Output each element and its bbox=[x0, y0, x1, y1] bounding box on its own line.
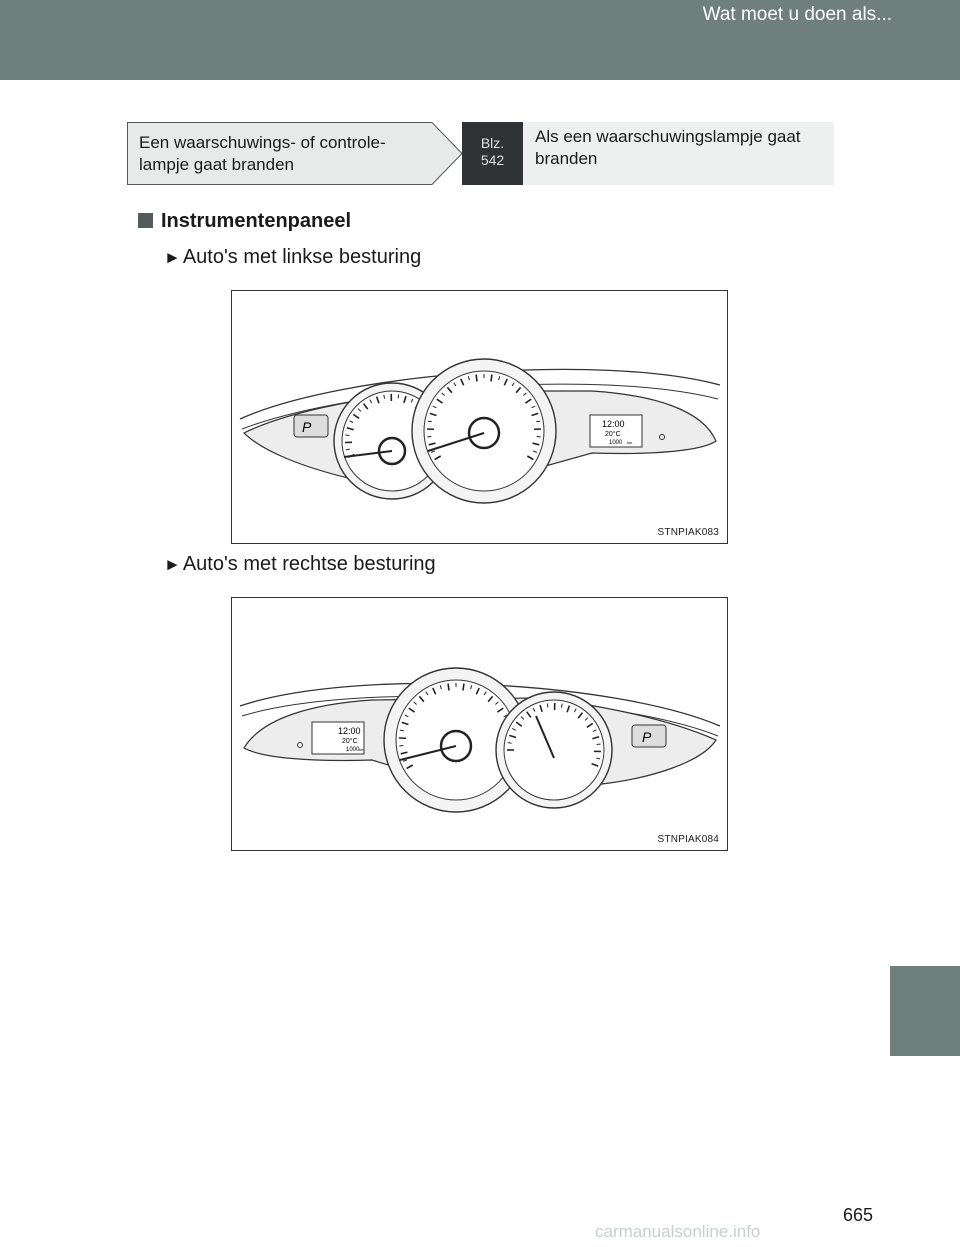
gauge-tick bbox=[536, 421, 540, 422]
clock-readout-lhd: 12:00 bbox=[602, 419, 625, 429]
nav-right-cell bbox=[523, 122, 834, 185]
gauge-tick bbox=[384, 395, 385, 399]
page-reference[interactable] bbox=[462, 122, 523, 185]
gauge-tick bbox=[508, 743, 512, 744]
gauge-tick bbox=[428, 421, 432, 422]
page-reference-label: Blz. bbox=[480, 135, 505, 151]
subheading-lhd-text: Auto's met linkse besturing bbox=[182, 246, 422, 268]
odometer-readout-rhd: 1000 bbox=[346, 747, 360, 753]
figure-code: STNPIAK084 bbox=[657, 834, 719, 845]
odometer-readout-lhd: 1000 bbox=[609, 440, 623, 446]
nav-left-text: Een waarschuwings- of controle-lampje gaat branden bbox=[139, 133, 386, 174]
gauge-tick bbox=[463, 684, 464, 691]
subheading-rhd bbox=[164, 553, 436, 576]
triangle-bullet-icon: ► bbox=[164, 555, 181, 574]
gauge-tick bbox=[345, 435, 349, 436]
chapter-side-tab bbox=[890, 966, 960, 1056]
figure-code: STNPIAK083 bbox=[657, 527, 719, 538]
triangle-bullet-icon: ► bbox=[164, 248, 181, 267]
gauge-tick bbox=[476, 375, 477, 382]
watermark-text: carmanualsonline.info bbox=[595, 1222, 761, 1241]
page-number: 665 bbox=[843, 1205, 874, 1225]
page-reference-number: 542 bbox=[480, 152, 505, 168]
park-indicator-rhd: P bbox=[642, 729, 652, 745]
clock-readout-rhd: 12:00 bbox=[338, 726, 361, 736]
figure-rhd-instrument-panel bbox=[231, 597, 728, 851]
subheading-lhd bbox=[164, 246, 421, 269]
odometer-unit-rhd: km bbox=[359, 747, 365, 752]
section-heading-text: Instrumentenpaneel bbox=[161, 210, 352, 232]
gauge-tick bbox=[448, 684, 449, 691]
figure-lhd-instrument-panel bbox=[231, 290, 728, 544]
gauge-tick bbox=[547, 703, 548, 707]
gauge-tick bbox=[400, 730, 404, 731]
gauge-tick bbox=[491, 375, 492, 382]
subheading-rhd-text: Auto's met rechtse besturing bbox=[182, 553, 436, 575]
odometer-unit-lhd: km bbox=[627, 440, 633, 445]
temp-readout-lhd: 20°C bbox=[605, 431, 621, 438]
instrument-panel-lhd-illustration bbox=[232, 291, 727, 543]
gauge-tick bbox=[561, 704, 562, 708]
nav-right-text: Als een waarschuwingslampje gaat branden bbox=[535, 127, 801, 168]
park-indicator-lhd: P bbox=[302, 419, 312, 435]
gauge-tick bbox=[398, 394, 399, 398]
temp-readout-rhd: 20°C bbox=[342, 738, 358, 745]
square-bullet-icon bbox=[138, 213, 153, 228]
instrument-panel-rhd-illustration bbox=[232, 598, 727, 850]
gauge-tick bbox=[597, 744, 601, 745]
cross-reference-box bbox=[127, 122, 834, 185]
section-heading bbox=[138, 210, 351, 233]
chapter-title: Wat moet u doen als... bbox=[702, 4, 892, 25]
